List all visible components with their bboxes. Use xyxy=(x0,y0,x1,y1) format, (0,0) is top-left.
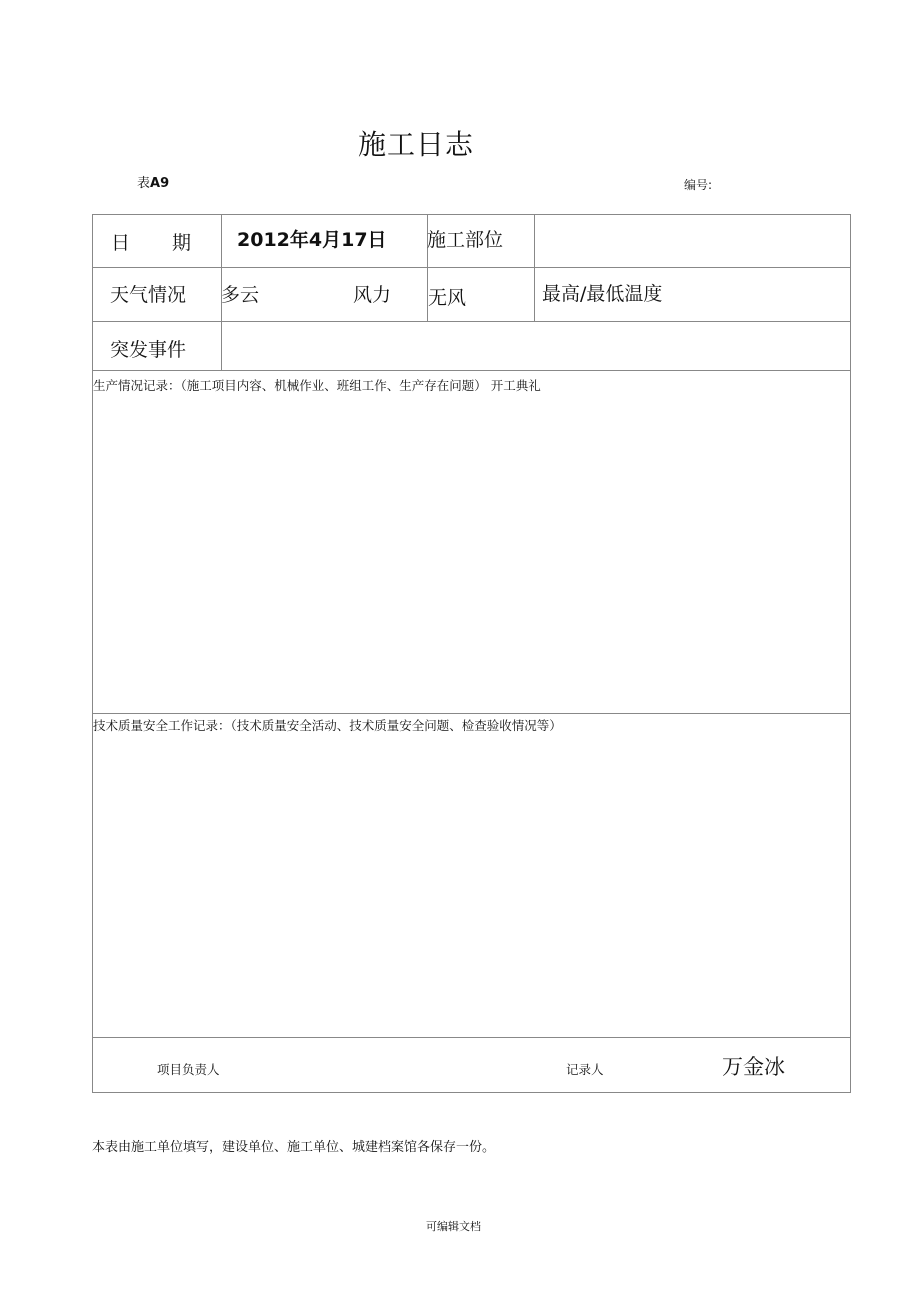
production-record-label: 生产情况记录：（施工项目内容、机械作业、班组工作、生产存在问题） 开工典礼 xyxy=(93,378,541,393)
wind-value: 无风 xyxy=(428,287,467,309)
wind-label: 风力 xyxy=(353,284,392,306)
form-code-id: A9 xyxy=(150,176,170,191)
row-divider xyxy=(93,1037,850,1038)
form-code-prefix: 表 xyxy=(137,176,151,191)
weather-value: 多云 xyxy=(221,284,260,306)
construction-log-table xyxy=(92,214,851,1093)
form-code xyxy=(137,175,169,193)
weather-label: 天气情况 xyxy=(110,284,187,306)
number-label: 编号: xyxy=(684,178,713,192)
row-divider xyxy=(93,370,850,371)
incident-label: 突发事件 xyxy=(110,339,187,361)
page-footer: 可编辑文档 xyxy=(426,1220,481,1233)
technical-record-label: 技术质量安全工作记录：（技术质量安全活动、技术质量安全问题、检查验收情况等） xyxy=(93,718,562,733)
temperature-label: 最高/最低温度 xyxy=(542,283,663,305)
date-label-char-1: 日 xyxy=(111,232,131,254)
document-title: 施工日志 xyxy=(357,128,474,161)
date-value: 2012年4月17日 xyxy=(237,229,387,251)
date-label-char-2: 期 xyxy=(172,232,192,254)
project-manager-label: 项目负责人 xyxy=(157,1062,220,1077)
footnote: 本表由施工单位填写，建设单位、施工单位、城建档案馆各保存一份。 xyxy=(92,1140,496,1155)
row-divider xyxy=(93,321,850,322)
construction-part-label: 施工部位 xyxy=(427,229,504,251)
row-divider xyxy=(93,267,850,268)
row-divider xyxy=(93,713,850,714)
column-divider xyxy=(534,215,535,321)
recorder-label: 记录人 xyxy=(566,1062,604,1077)
recorder-name: 万金冰 xyxy=(722,1055,785,1079)
